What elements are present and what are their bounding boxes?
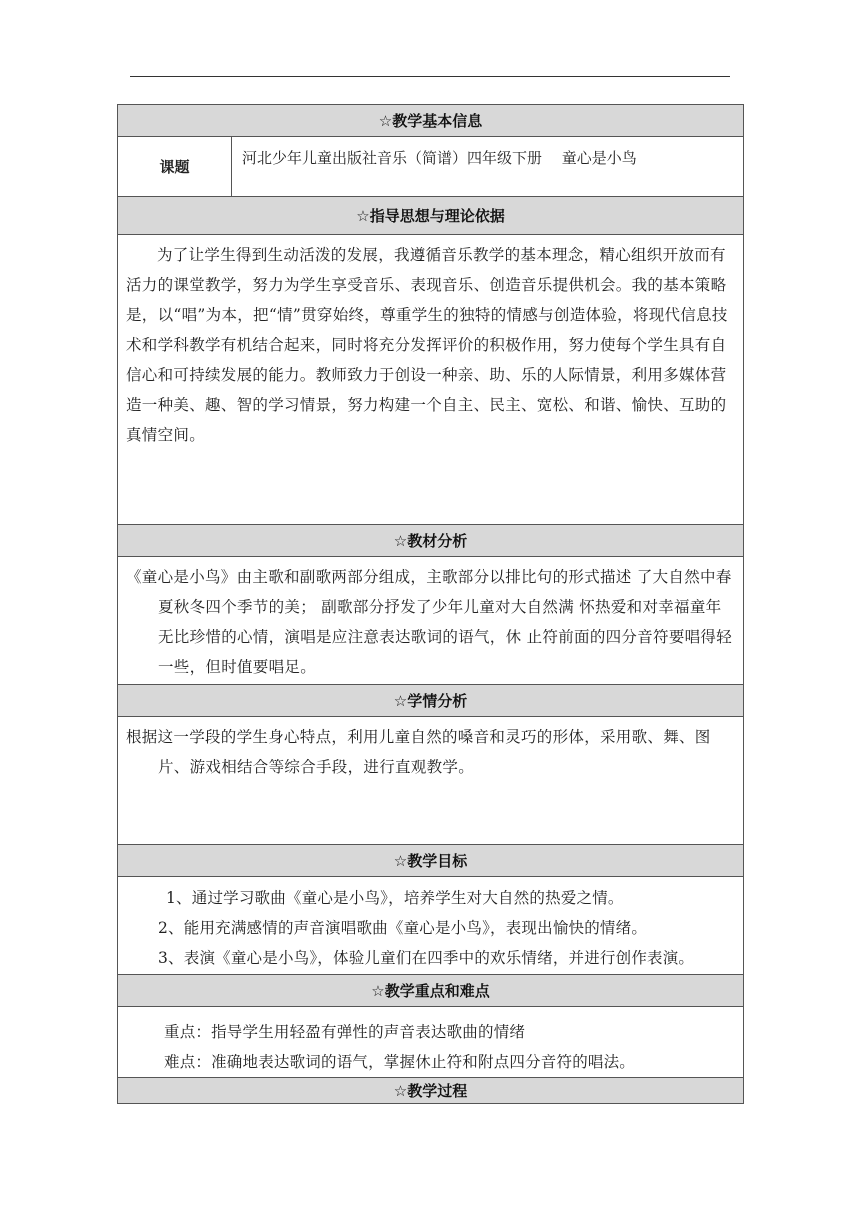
section-guiding-header: ☆指导思想与理论依据 xyxy=(118,197,744,235)
learner-text-cell xyxy=(118,717,744,845)
key-points-cell xyxy=(118,1007,744,1078)
key-point-focus: 重点：指导学生用轻盈有弹性的声音表达歌曲的情绪 xyxy=(164,1023,526,1041)
lesson-plan-table xyxy=(117,104,744,1104)
guiding-text-cell xyxy=(118,235,744,525)
key-points-list xyxy=(118,1007,743,1077)
course-label: 课题 xyxy=(118,137,232,197)
key-point-difficulty: 难点：准确地表达歌词的语气，掌握休止符和附点四分音符的唱法。 xyxy=(164,1053,636,1071)
section-key-points-header: ☆教学重点和难点 xyxy=(118,975,744,1007)
objectives-cell xyxy=(118,877,744,975)
course-value: 河北少年儿童出版社音乐（简谱）四年级下册 童心是小鸟 xyxy=(232,137,744,197)
section-basic-info-header: ☆教学基本信息 xyxy=(118,105,744,137)
header-rule xyxy=(130,76,730,77)
material-text: 《童心是小鸟》由主歌和副歌两部分组成，主歌部分以排比句的形式描述 了大自然中春夏秋冬四个季节的美； 副歌部分抒发了少年儿童对大自然满 怀热爱和对幸福童年无比珍惜的心情，演唱是应注意表达歌词的语气，休 止符前面的四分音符要唱得轻一些，但时值要唱足。 xyxy=(126,568,733,676)
section-process-header: ☆教学过程 xyxy=(118,1078,744,1104)
section-learner-header: ☆学情分析 xyxy=(118,685,744,717)
objective-item: 2、能用充满感情的声音演唱歌曲《童心是小鸟》，表现出愉快的情绪。 xyxy=(158,919,648,937)
section-objectives-header: ☆教学目标 xyxy=(118,845,744,877)
material-text-cell xyxy=(118,557,744,685)
objective-item: 3、表演《童心是小鸟》，体验儿童们在四季中的欢乐情绪，并进行创作表演。 xyxy=(158,949,695,967)
objective-item: 1、通过学习歌曲《童心是小鸟》，培养学生对大自然的热爱之情。 xyxy=(166,889,624,907)
section-material-header: ☆教材分析 xyxy=(118,525,744,557)
objectives-list xyxy=(118,877,743,973)
learner-text: 根据这一学段的学生身心特点，利用儿童自然的嗓音和灵巧的形体，采用歌、舞、图片、游戏相结合等综合手段，进行直观教学。 xyxy=(126,728,711,776)
guiding-text: 为了让学生得到生动活泼的发展，我遵循音乐教学的基本理念，精心组织开放而有活力的课堂教学，努力为学生享受音乐、表现音乐、创造音乐提供机会。我的基本策略是，以“唱”为本，把“情”贯穿始终，尊重学生的独特的情感与创造体验，将现代信息技术和学科教学有机结合起来，同时将充分发挥评价的积极作用，努力使每个学生具有自信心和可持续发展的能力。教师致力于创设一种亲、助、乐的人际情景，利用多媒体营造一种美、趣、智的学习情景，努力构建一个自主、民主、宽松、和谐、愉快、互助的真情空间。 xyxy=(126,246,728,444)
